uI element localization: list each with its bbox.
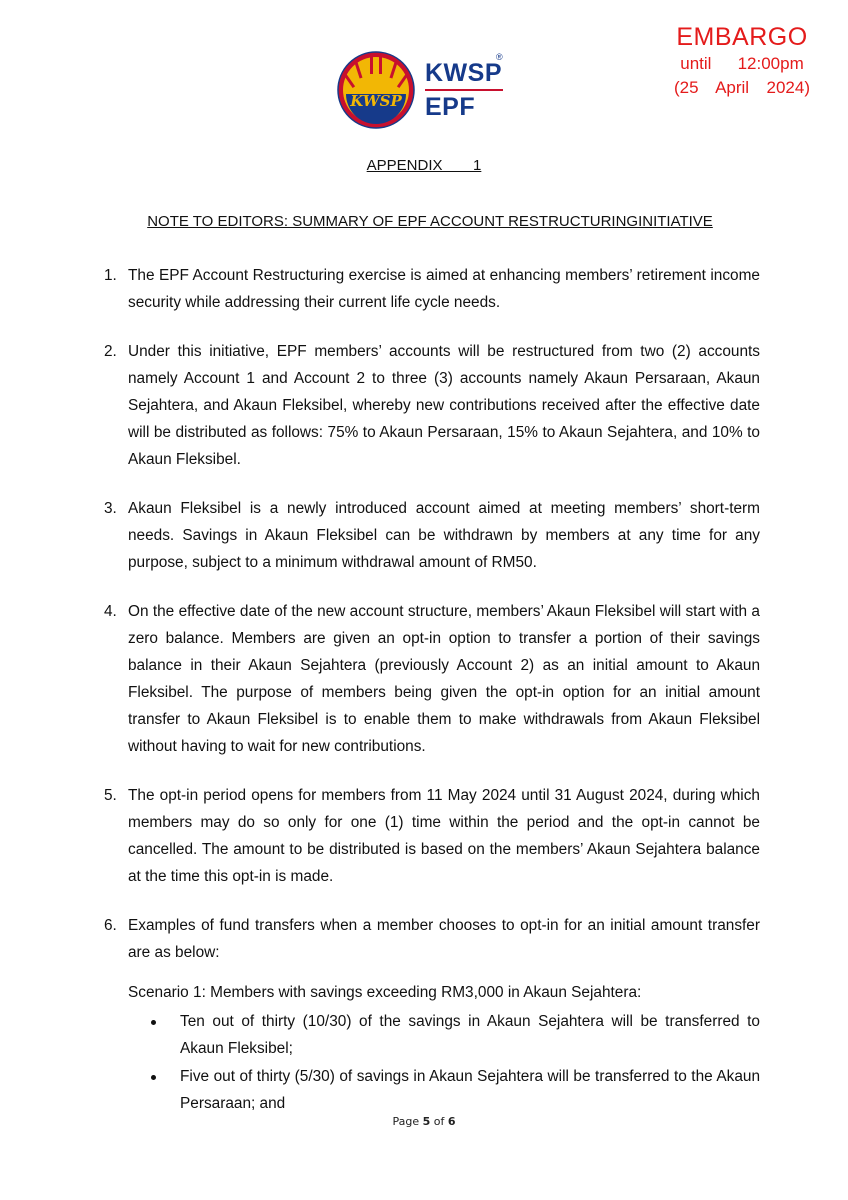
item-number: 1.: [104, 267, 117, 284]
registered-mark: ®: [496, 52, 503, 62]
list-item: [100, 262, 760, 316]
numbered-list: [100, 262, 760, 1118]
page-footer: [0, 1115, 848, 1128]
item-text: Under this initiative, EPF members’ accounts will be restructured from two (2) accounts namely Account 1 and Account 2 to three (3) accounts namely Akaun Persaraan, Akaun Sejahtera, and Akaun Fleksibel, whereby new contributions received after the effective date will be distributed as follows: 75% to Akaun Persaraan, 15% to Akaun Sejahtera, and 10% to Akaun Fleksibel.: [128, 343, 760, 468]
page-word: Page: [392, 1115, 420, 1128]
epf-emblem-icon: [336, 50, 416, 130]
item-text: Akaun Fleksibel is a newly introduced account aimed at meeting members’ short-term needs. Savings in Akaun Fleksibel can be withdrawn by members at any time for any purpose, subject to a minimum withdrawal amount of RM50.: [128, 500, 760, 571]
note-to-editors-heading: NOTE TO EDITORS: SUMMARY OF EPF ACCOUNT RESTRUCTURINGINITIATIVE: [147, 213, 713, 230]
item-text: Examples of fund transfers when a member chooses to opt-in for an initial amount transfer are as below:: [128, 917, 760, 961]
scenario-text: : Members with savings exceeding RM3,000 in Akaun Sejahtera:: [201, 984, 642, 1001]
scenario-1-bullets: [100, 1008, 760, 1117]
bullet-item: [180, 1008, 760, 1062]
item-text: On the effective date of the new account structure, members’ Akaun Fleksibel will start with a zero balance. Members are given an opt-in option to transfer a portion of their savings balance in their Akaun Sejahtera (previously Account 2) as an initial amount to Akaun Fleksibel. The purpose of members being given the opt-in option for an initial amount transfer to Akaun Fleksibel is to enable them to make withdrawals from Akaun Fleksibel without having to wait for new contributions.: [128, 603, 760, 755]
bullet-item: [180, 1063, 760, 1117]
list-item: [100, 782, 760, 890]
logo-kwsp-text: KWSP: [425, 59, 502, 87]
scenario-label: Scenario 1: [128, 984, 202, 1001]
logo-wordmark: [425, 58, 503, 122]
list-item: [100, 912, 760, 966]
item-text: The opt-in period opens for members from 11 May 2024 until 31 August 2024, during which members may do so only for one (1) time within the period and the opt-in cannot be cancelled. The amount to be distributed is based on the members’ Akaun Sejahtera balance at the time this opt-in is made.: [128, 787, 760, 885]
logo-epf-text: EPF: [425, 93, 476, 121]
current-page: 5: [422, 1115, 431, 1128]
list-item: [100, 598, 760, 760]
embargo-date: (25 April 2024): [673, 78, 810, 97]
kwsp-epf-logo: [336, 50, 508, 134]
list-item: [100, 495, 760, 576]
embargo-notice: [674, 22, 810, 100]
bullet-text: Five out of thirty (5/30) of savings in Akaun Sejahtera will be transferred to the Akaun Persaraan; and: [180, 1068, 760, 1112]
item-number: 4.: [104, 603, 117, 620]
embargo-title: EMBARGO: [676, 23, 808, 51]
of-word: of: [433, 1115, 445, 1128]
embargo-time: until 12:00pm: [680, 54, 804, 73]
total-pages: 6: [447, 1115, 456, 1128]
bullet-icon: [151, 1075, 156, 1080]
bullet-icon: [151, 1020, 156, 1025]
item-number: 6.: [104, 917, 117, 934]
scenario-1-heading: [100, 979, 760, 1006]
item-number: 3.: [104, 500, 117, 517]
scenario-block: [100, 979, 760, 1117]
appendix-heading: APPENDIX 1: [366, 157, 482, 174]
svg-text:KWSP: KWSP: [350, 92, 402, 110]
logo-divider: [425, 89, 503, 91]
item-text: The EPF Account Restructuring exercise is aimed at enhancing members’ retirement income security while addressing their current life cycle needs.: [128, 267, 760, 311]
item-number: 5.: [104, 787, 117, 804]
bullet-text: Ten out of thirty (10/30) of the savings in Akaun Sejahtera will be transferred to Akaun Fleksibel;: [180, 1013, 760, 1057]
list-item: [100, 338, 760, 473]
item-number: 2.: [104, 343, 117, 360]
